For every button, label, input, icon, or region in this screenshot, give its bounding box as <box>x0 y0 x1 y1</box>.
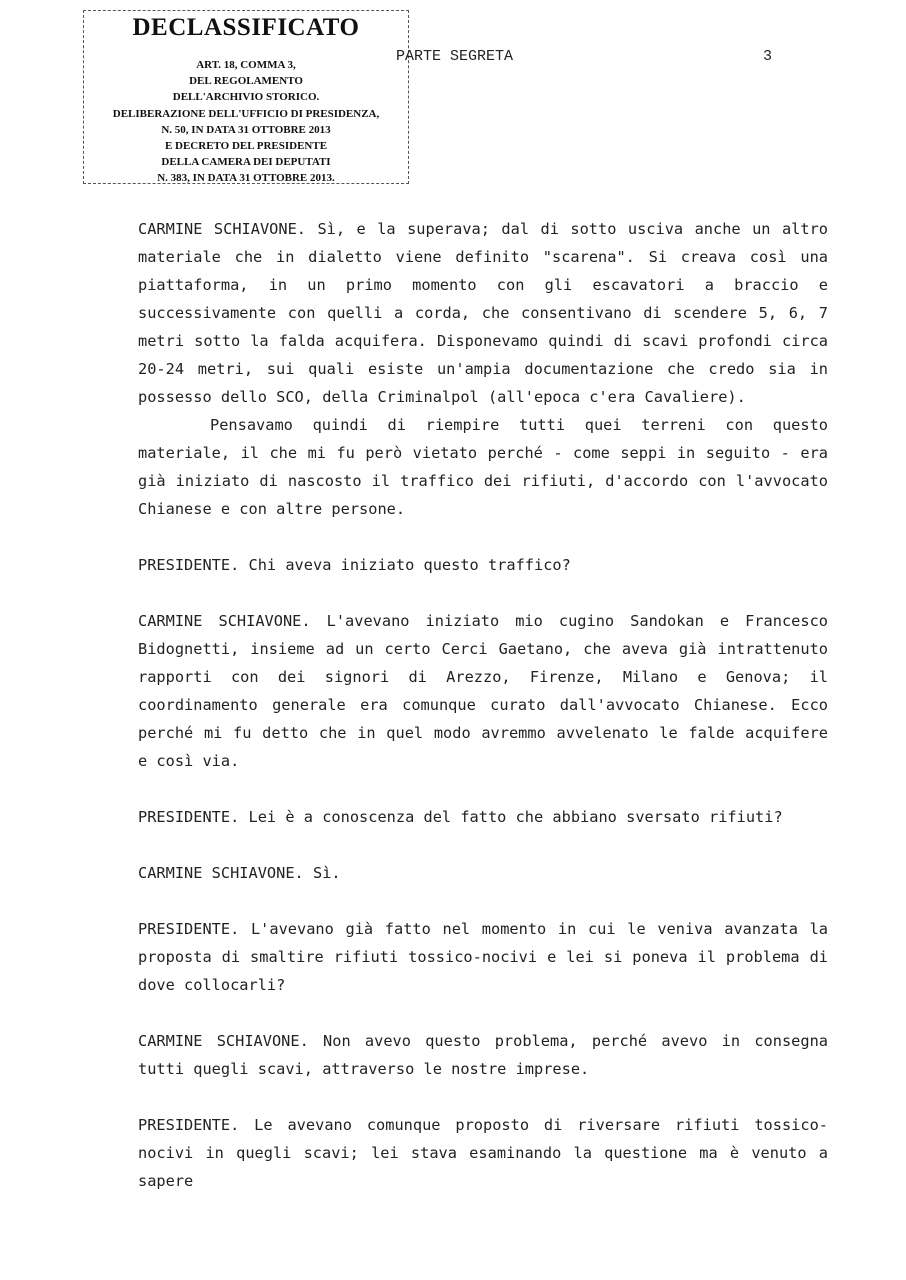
page-number: 3 <box>763 48 773 65</box>
stamp-line: DELLA CAMERA DEI DEPUTATI <box>161 156 331 169</box>
transcript-body <box>138 215 828 1223</box>
transcript-paragraph: PRESIDENTE. Le avevano comunque proposto di riversare rifiuti tossico-nocivi in quegli scavi; lei stava esaminando la questione ma è venuto a sapere <box>138 1116 828 1190</box>
transcript-paragraph: CARMINE SCHIAVONE. L'avevano iniziato mio cugino Sandokan e Francesco Bidognetti, insieme ad un certo Cerci Gaetano, che aveva già intrattenuto rapporti con dei signori di Arezzo, Firenze, Milano e Genova; il coordinamento generale era comunque curato dall'avvocato Chianese. Ecco perché mi fu detto che in quel modo avremmo avvelenato le falde acquifere e così via. <box>138 612 828 770</box>
stamp-line: DELIBERAZIONE DELL'UFFICIO DI PRESIDENZA, <box>112 107 380 120</box>
stamp-title: DECLASSIFICATO <box>132 14 360 41</box>
stamp-line: N. 383, IN DATA 31 OTTOBRE 2013. <box>157 172 335 185</box>
transcript-paragraph: PRESIDENTE. Lei è a conoscenza del fatto che abbiano sversato rifiuti? <box>138 808 783 826</box>
transcript-paragraph: Pensavamo quindi di riempire tutti quei terreni con questo materiale, il che mi fu però vietato perché - come seppi in seguito - era già iniziato di nascosto il traffico dei rifiuti, d'accordo con l'avvocato Chianese e con altre persone. <box>138 416 828 518</box>
section-header: PARTE SEGRETA <box>396 48 514 65</box>
stamp-line: DELL'ARCHIVIO STORICO. <box>172 91 320 104</box>
declassified-stamp <box>83 10 409 184</box>
stamp-line: DEL REGOLAMENTO <box>189 75 303 88</box>
transcript-paragraph: CARMINE SCHIAVONE. Non avevo questo problema, perché avevo in consegna tutti quegli scavi, attraverso le nostre imprese. <box>138 1032 828 1078</box>
stamp-line: N. 50, IN DATA 31 OTTOBRE 2013 <box>161 123 331 136</box>
stamp-line: E DECRETO DEL PRESIDENTE <box>164 140 328 153</box>
transcript-paragraph: CARMINE SCHIAVONE. Sì. <box>138 864 341 882</box>
stamp-text <box>84 57 408 187</box>
transcript-paragraph: PRESIDENTE. L'avevano già fatto nel momento in cui le veniva avanzata la proposta di smaltire rifiuti tossico-nocivi e lei si poneva il problema di dove collocarli? <box>138 920 828 994</box>
stamp-line: ART. 18, COMMA 3, <box>196 59 296 71</box>
transcript-paragraph: CARMINE SCHIAVONE. Sì, e la superava; dal di sotto usciva anche un altro materiale che in dialetto viene definito "scarena". Si creava così una piattaforma, in un primo momento con gli escavatori a braccio e successivamente con quelli a corda, che consentivano di scendere 5, 6, 7 metri sotto la falda acquifera. Disponevamo quindi di scavi profondi circa 20-24 metri, sui quali esiste un'ampia documentazione che credo sia in possesso dello SCO, della Criminalpol (all'epoca c'era Cavaliere). <box>138 220 828 406</box>
transcript-paragraph: PRESIDENTE. Chi aveva iniziato questo traffico? <box>138 556 571 574</box>
